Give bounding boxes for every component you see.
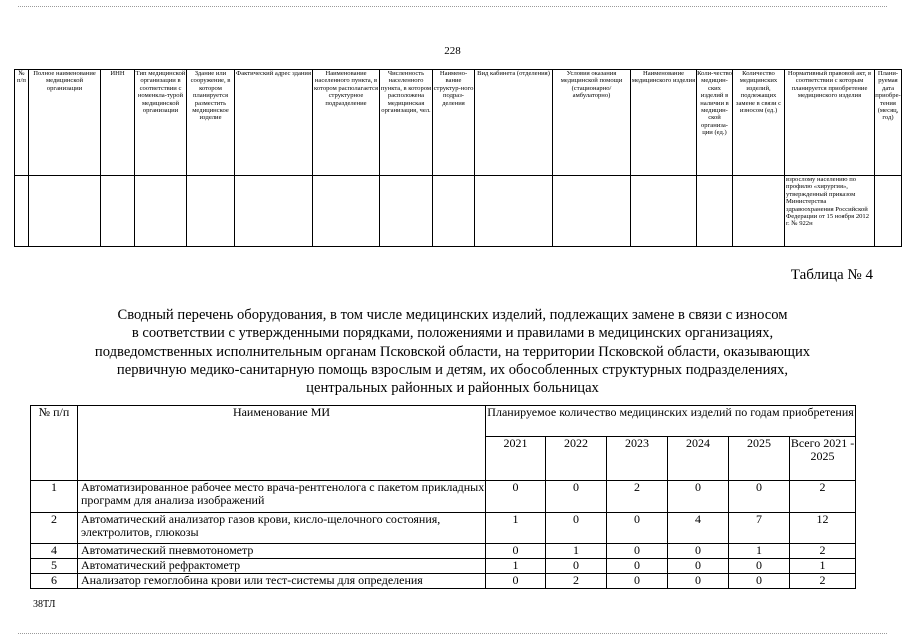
header-num: № п/п (31, 406, 78, 481)
title-line: подведомственных исполнительным органам Псковской области, на территории Псковской области, оказывающих (94, 343, 811, 360)
row-value: 0 (668, 574, 729, 589)
header-cell: Наимено-вание структур-ного подраз-деления (433, 70, 475, 176)
header-cell: Полное наименование медицинской организации (29, 70, 101, 176)
equipment-detail-table (14, 69, 902, 247)
header-cell: ИНН (101, 70, 135, 176)
table-cell (101, 176, 135, 247)
header-years-group: Планируемое количество медицинских изделий по годам приобретения (486, 406, 856, 437)
header-name: Наименование МИ (78, 406, 486, 481)
page-number: 228 (444, 45, 461, 57)
regulation-note-cell: взрослому населению по профилю «хирургия», утвержденный приказом Министерства здравоохранения Российской Федерации от 15 ноября 2012 г. № 922н (785, 176, 875, 247)
row-total: 12 (790, 513, 856, 544)
table-row (31, 559, 856, 574)
table-row (31, 513, 856, 544)
row-value: 0 (486, 544, 546, 559)
equipment-summary-table (30, 405, 856, 589)
table-cell (697, 176, 733, 247)
row-value: 2 (607, 481, 668, 513)
row-value: 0 (607, 574, 668, 589)
table-cell (433, 176, 475, 247)
title-line: центральных районных и районных больницах (306, 380, 599, 397)
row-value: 1 (546, 544, 607, 559)
row-value: 0 (607, 544, 668, 559)
header-cell: Фактический адрес здания (235, 70, 313, 176)
header-cell: Тип медицинской организации в соответствии с номенкла-турой медицинской организации (135, 70, 187, 176)
row-value: 7 (729, 513, 790, 544)
row-value: 0 (729, 481, 790, 513)
year-header: 2022 (546, 437, 607, 481)
row-value: 0 (729, 574, 790, 589)
table-cell (313, 176, 380, 247)
row-value: 0 (729, 559, 790, 574)
row-total: 2 (790, 544, 856, 559)
row-value: 0 (668, 559, 729, 574)
year-header: 2023 (607, 437, 668, 481)
total-header: Всего 2021 - 2025 (790, 437, 856, 481)
title-line: в соответствии с утвержденными порядками, положениями и правилами в медицинских организациях, (131, 325, 774, 342)
header-cell: Наименование населенного пункта, в котором располагается структурное подразделение (313, 70, 380, 176)
row-value: 0 (546, 513, 607, 544)
scan-edge-top (18, 6, 887, 7)
table-row (31, 544, 856, 559)
row-name: Автоматический рефрактометр (78, 559, 486, 574)
row-value: 0 (668, 481, 729, 513)
detail-table-header-row (15, 70, 902, 176)
header-cell: Нормативный правовой акт, в соответствии с которым планируется приобретение медицинского изделия (785, 70, 875, 176)
row-name: Автоматический анализатор газов крови, кисло-щелочного состояния, электролитов, глюкозы (78, 513, 486, 544)
row-value: 2 (546, 574, 607, 589)
row-total: 2 (790, 481, 856, 513)
table-cell (380, 176, 433, 247)
table-cell (235, 176, 313, 247)
row-total: 1 (790, 559, 856, 574)
row-num: 5 (31, 559, 78, 574)
header-cell: Наименование медицинского изделия (631, 70, 697, 176)
row-value: 0 (668, 544, 729, 559)
row-value: 0 (546, 559, 607, 574)
scan-edge-bottom (18, 633, 887, 634)
header-cell: Коли-чество медицин-ских изделий в наличии в медицин-ской организа-ции (ед.) (697, 70, 733, 176)
year-header: 2021 (486, 437, 546, 481)
title-line: первичную медико-санитарную помощь взрослым и детям, их обособленных структурных подразделениях, (116, 361, 789, 378)
table-cell (135, 176, 187, 247)
row-total: 2 (790, 574, 856, 589)
footer-code: 38ТЛ (33, 599, 56, 610)
row-value: 1 (729, 544, 790, 559)
row-name: Анализатор гемоглобина крови или тест-системы для определения (78, 574, 486, 589)
detail-table-row (15, 176, 902, 247)
table-row (31, 481, 856, 513)
row-num: 6 (31, 574, 78, 589)
table-cell (875, 176, 902, 247)
header-cell: Условия оказания медицинской помощи (стационарно/амбулаторно) (553, 70, 631, 176)
header-cell: Вид кабинета (отделения) (475, 70, 553, 176)
table-cell (475, 176, 553, 247)
row-value: 0 (486, 481, 546, 513)
table-cell (187, 176, 235, 247)
table-cell (29, 176, 101, 247)
row-value: 0 (546, 481, 607, 513)
row-num: 4 (31, 544, 78, 559)
summary-header-row (31, 406, 856, 437)
row-value: 0 (607, 559, 668, 574)
document-title (20, 306, 885, 397)
row-value: 4 (668, 513, 729, 544)
row-name: Автоматический пневмотонометр (78, 544, 486, 559)
row-value: 0 (486, 574, 546, 589)
table-cell (631, 176, 697, 247)
table-caption: Таблица № 4 (790, 267, 873, 283)
table-cell (733, 176, 785, 247)
header-cell: Плани-руемая дата приобре-тения (месяц, год) (875, 70, 902, 176)
row-value: 1 (486, 559, 546, 574)
table-cell (553, 176, 631, 247)
row-value: 0 (607, 513, 668, 544)
year-header: 2025 (729, 437, 790, 481)
header-cell: Количество медицинских изделий, подлежащих замене в связи с износом (ед.) (733, 70, 785, 176)
row-num: 1 (31, 481, 78, 513)
header-cell: Численность населенного пункта, в котором расположена медицинская организация, чел. (380, 70, 433, 176)
table-row (31, 574, 856, 589)
title-line: Сводный перечень оборудования, в том числе медицинских изделий, подлежащих замене в связи с износом (117, 307, 788, 323)
header-cell: Здание или сооружение, в котором планируется разместить медицинское изделие (187, 70, 235, 176)
row-value: 1 (486, 513, 546, 544)
header-cell: № п/п (15, 70, 29, 176)
row-num: 2 (31, 513, 78, 544)
table-cell (15, 176, 29, 247)
row-name: Автоматизированное рабочее место врача-рентгенолога с пакетом прикладных программ для анализа изображений (78, 481, 486, 513)
year-header: 2024 (668, 437, 729, 481)
